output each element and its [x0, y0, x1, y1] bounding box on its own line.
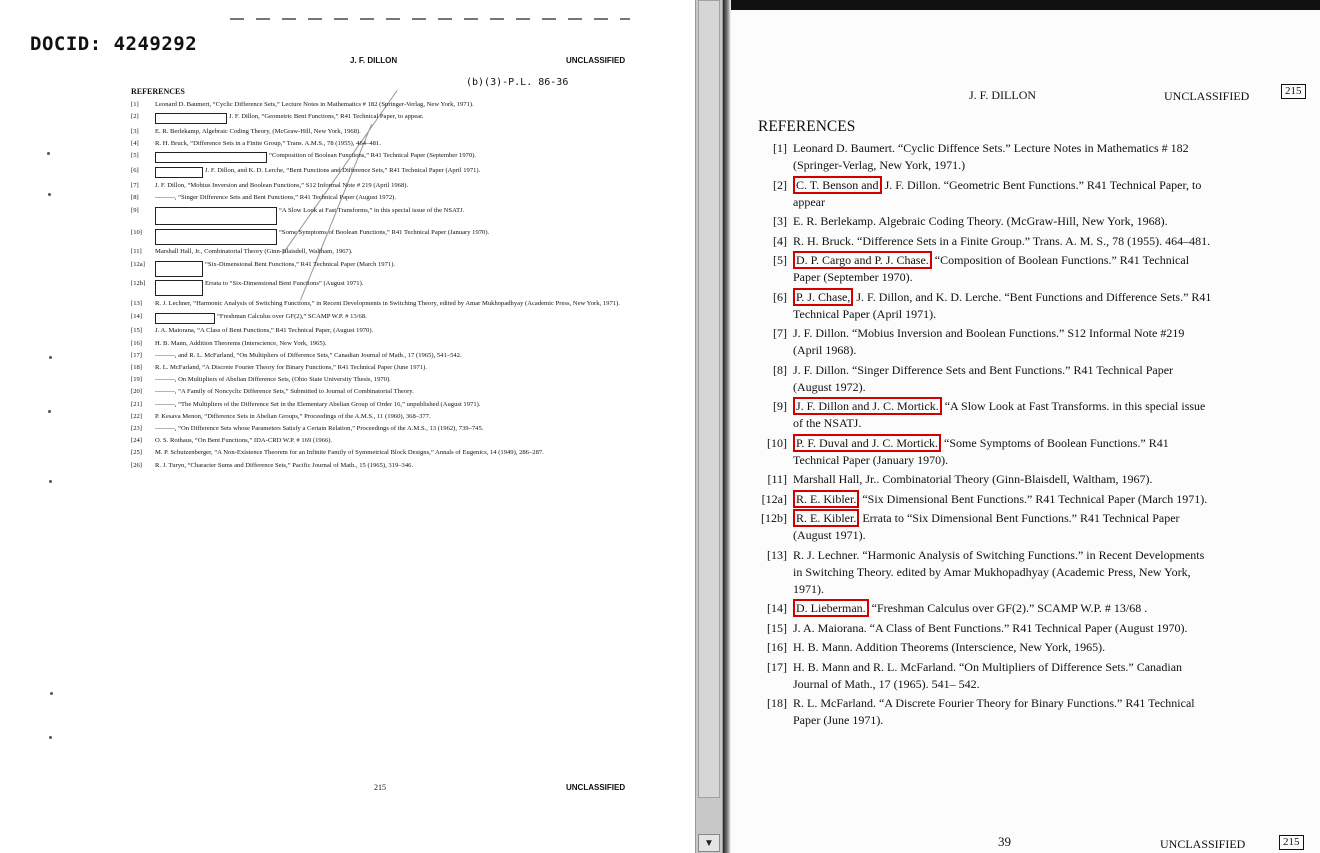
- reference-text: [793, 177, 1213, 211]
- page-author: J. F. DILLON: [969, 88, 1037, 102]
- reference-body: ———, “Singer Difference Sets and Bent Functions,” R41 Technical Paper (August 1972).: [155, 194, 397, 202]
- reference-text: [155, 194, 631, 202]
- reference-text: [155, 167, 631, 178]
- page-edge-shadow: [723, 0, 1320, 10]
- reference-body: “Six Dimensional Bent Functions.” R41 Technical Paper (March 1971).: [862, 491, 1208, 506]
- reference-item: [753, 659, 1213, 693]
- reference-text: [155, 462, 631, 470]
- reference-text: [793, 471, 1213, 488]
- reference-text: [155, 364, 631, 372]
- page-classification: UNCLASSIFIED: [566, 56, 626, 65]
- reference-item: [131, 248, 631, 256]
- reference-number: [9]: [773, 399, 787, 413]
- scrollbar-thumb[interactable]: [698, 0, 720, 798]
- reference-body: R. H. Bruck. “Difference Sets in a Finite Group.” Trans. A. M. S., 78 (1955). 464–481.: [793, 233, 1211, 248]
- reference-text: [155, 413, 631, 421]
- reference-number: [12b]: [761, 511, 787, 525]
- reference-item: [131, 449, 631, 457]
- reference-body: “Freshman Calculus over GF(2),” SCAMP W.P. # 13/68.: [217, 312, 367, 320]
- scan-speck: [48, 193, 51, 196]
- highlighted-author: P. F. Duval and J. C. Mortick.: [793, 434, 941, 452]
- reference-item: [131, 280, 631, 296]
- exemption-marking: (b)(3)-P.L. 86-36: [466, 77, 569, 88]
- reference-body: M. P. Schutzenberger, “A Non-Existence Theorem for an Infinite Family of Symmetrical Block Designs,” Annals of Eugenics, 14 (1949), 286–287.: [155, 449, 544, 457]
- reference-number: [14]: [131, 312, 142, 320]
- page-number: 39: [998, 834, 1011, 849]
- reference-number: [16]: [131, 339, 142, 347]
- reference-body: R. J. Lechner. “Harmonic Analysis of Switching Functions.” in Recent Developments in Switching Theory. edited by Amar Mukhopadhyay (Academic Press, New York, 1971).: [793, 547, 1205, 596]
- reference-number: [3]: [131, 128, 139, 136]
- reference-item: [753, 510, 1213, 544]
- reference-text: [155, 437, 631, 445]
- reference-item: [753, 600, 1213, 617]
- reference-number: [20]: [131, 388, 142, 396]
- reference-text: [155, 376, 631, 384]
- reference-body: J. F. Dillon. “Singer Difference Sets and Bent Functions.” R41 Technical Paper (August 1972).: [793, 362, 1174, 394]
- reference-number: [1]: [773, 141, 787, 155]
- reference-item: [753, 325, 1213, 359]
- reference-item: [753, 140, 1213, 174]
- redaction-box: [155, 152, 267, 163]
- reference-text: [155, 207, 631, 225]
- page-number: 215: [374, 783, 386, 792]
- highlighted-author: C. T. Benson and: [793, 176, 882, 194]
- reference-number: [23]: [131, 424, 142, 432]
- reference-text: [793, 252, 1213, 286]
- highlighted-author: P. J. Chase,: [793, 288, 853, 306]
- reference-number: [12b]: [131, 280, 146, 288]
- reference-item: [753, 620, 1213, 637]
- reference-number: [18]: [131, 364, 142, 371]
- reference-text: [155, 300, 631, 308]
- reference-number: [13]: [131, 300, 142, 308]
- reference-number: [7]: [773, 326, 787, 340]
- reference-item: [131, 261, 631, 277]
- redaction-box: [155, 113, 227, 124]
- reference-body: R. L. McFarland, “A Discrete Fourier Theory for Binary Functions,” R41 Technical Paper (June 1971).: [155, 364, 427, 371]
- reference-number: [22]: [131, 412, 142, 420]
- reference-item: [131, 401, 631, 409]
- reference-number: [16]: [767, 640, 787, 654]
- reference-body: “Six-Dimensional Bent Functions,” R41 Technical Paper (March 1971).: [205, 260, 396, 268]
- scan-speck: [49, 736, 52, 739]
- reference-body: H. B. Mann, Addition Theorems (Interscience, New York, 1965).: [155, 339, 327, 347]
- reference-text: [793, 695, 1213, 729]
- reference-number: [10]: [131, 228, 142, 236]
- redaction-dash-line: [230, 18, 630, 20]
- reference-number: [12a]: [131, 260, 145, 268]
- reference-body: J. F. Dillon, and K. D. Lerche. “Bent Functions and Difference Sets.” R41 Technical Paper (April 1971).: [793, 289, 1212, 321]
- reference-number: [2]: [131, 113, 139, 121]
- reference-text: [793, 325, 1213, 359]
- reference-body: R. H. Bruck, “Difference Sets in a Finite Group,” Trans. A.M.S., 78 (1955), 464–481.: [155, 140, 381, 148]
- reference-number: [6]: [131, 167, 139, 175]
- docid-stamp: DOCID: 4249292: [30, 33, 198, 55]
- reference-number: [24]: [131, 437, 142, 445]
- reference-text: [155, 229, 631, 245]
- reference-item: [131, 167, 631, 178]
- reference-item: [753, 471, 1213, 488]
- reference-item: [753, 639, 1213, 656]
- page-author: J. F. DILLON: [350, 56, 398, 65]
- reference-number: [7]: [131, 182, 139, 190]
- reference-text: [155, 449, 631, 457]
- reference-item: [131, 425, 631, 433]
- reference-number: [15]: [767, 620, 787, 635]
- page-number-box: 215: [1279, 835, 1304, 850]
- reference-item: [753, 435, 1213, 469]
- reference-text: [155, 152, 631, 163]
- reference-text: [793, 620, 1213, 637]
- reference-item: [131, 313, 631, 324]
- scroll-down-arrow-icon[interactable]: ▼: [698, 834, 720, 852]
- reference-text: [155, 425, 631, 433]
- reference-body: Errata to “Six-Dimensional Bent Functions” (August 1971).: [205, 280, 364, 288]
- reference-text: [793, 547, 1213, 598]
- reference-number: [2]: [773, 177, 787, 192]
- reference-text: [793, 600, 1213, 617]
- reference-item: [753, 289, 1213, 323]
- reference-number: [15]: [131, 327, 142, 335]
- reference-number: [10]: [767, 435, 787, 450]
- highlighted-author: R. E. Kibler.: [793, 509, 859, 527]
- reference-item: [131, 101, 631, 109]
- redaction-box: [155, 207, 277, 225]
- reference-item: [131, 194, 631, 202]
- reference-number: [11]: [767, 472, 787, 486]
- reference-number: [12a]: [761, 491, 787, 506]
- reference-body: J. A. Maiorana. “A Class of Bent Functions.” R41 Technical Paper (August 1970).: [793, 620, 1188, 635]
- redaction-box: [155, 167, 203, 178]
- scan-speck: [47, 152, 50, 155]
- reference-item: [131, 462, 631, 470]
- reference-number: [18]: [767, 696, 787, 710]
- reference-item: [131, 140, 631, 148]
- reference-number: [3]: [773, 214, 787, 228]
- typeset-reference-list: [753, 140, 1213, 732]
- highlighted-author: J. F. Dillon and J. C. Mortick.: [793, 397, 942, 415]
- reference-item: [131, 327, 631, 335]
- reference-number: [21]: [131, 400, 142, 408]
- reference-number: [8]: [131, 194, 139, 202]
- reference-text: [155, 388, 631, 396]
- reference-number: [4]: [131, 140, 139, 148]
- reference-item: [131, 340, 631, 348]
- reference-item: [131, 376, 631, 384]
- scan-speck: [49, 480, 52, 483]
- reference-body: “A Slow Look at Fast Transforms,” in this special issue of the NSATJ.: [279, 206, 465, 214]
- reference-text: [155, 261, 631, 277]
- reference-text: [155, 327, 631, 335]
- reference-body: “Freshman Calculus over GF(2).” SCAMP W.P. # 13/68 .: [871, 601, 1148, 615]
- reference-number: [25]: [131, 449, 142, 457]
- reference-text: [793, 435, 1213, 469]
- reference-body: J. F. Dillon. “Mobius Inversion and Boolean Functions.” S12 Informal Note #219 (April 1968).: [793, 326, 1185, 357]
- reference-body: Errata to “Six Dimensional Bent Functions.” R41 Technical Paper (August 1971).: [793, 511, 1180, 542]
- reference-body: “Composition of Boolean Functions,” R41 Technical Paper (September 1970).: [269, 152, 477, 160]
- reference-number: [8]: [773, 362, 787, 377]
- reference-number: [26]: [131, 461, 142, 469]
- reference-text: [793, 213, 1213, 230]
- redaction-box: [155, 280, 203, 296]
- reference-text: [155, 248, 631, 256]
- reference-body: ———, “On Difference Sets whose Parameters Satisfy a Certain Relation,” Proceedings of the A.M.S., 13 (1962), 739–745.: [155, 424, 484, 432]
- redaction-box: [155, 261, 203, 277]
- references-heading: REFERENCES: [131, 87, 185, 96]
- reference-item: [753, 233, 1213, 250]
- redaction-box: [155, 313, 215, 324]
- reference-number: [19]: [131, 376, 142, 384]
- reference-text: [155, 313, 631, 324]
- reference-number: [13]: [767, 547, 787, 562]
- reference-body: Marshall Hall, Jr.. Combinatorial Theory (Ginn-Blaisdell, Waltham, 1967).: [793, 472, 1153, 486]
- reference-number: [1]: [131, 101, 139, 108]
- highlighted-author: D. P. Cargo and P. J. Chase.: [793, 251, 932, 269]
- reference-text: [155, 182, 631, 190]
- reference-text: [793, 510, 1213, 544]
- reference-item: [753, 252, 1213, 286]
- reference-item: [131, 352, 631, 360]
- reference-body: “Composition of Boolean Functions.” R41 Technical Paper (September 1970).: [793, 253, 1190, 284]
- reference-text: [155, 280, 631, 296]
- reference-number: [9]: [131, 206, 139, 214]
- reference-body: ———, “The Multipliers of the Difference Set in the Elementary Abelian Group of Order 16,” unpublished (August 1971).: [155, 400, 481, 408]
- reference-item: [131, 437, 631, 445]
- reference-number: [4]: [773, 233, 787, 248]
- reference-item: [753, 398, 1213, 432]
- reference-body: E. R. Berlekamp, Algebraic Coding Theory, (McGraw-Hill, New York, 1968).: [155, 128, 361, 136]
- page-classification: UNCLASSIFIED: [1164, 89, 1250, 103]
- reference-item: [131, 388, 631, 396]
- reference-text: [793, 398, 1213, 432]
- scan-speck: [50, 692, 53, 695]
- reference-text: [793, 362, 1213, 396]
- reference-item: [131, 207, 631, 225]
- scanned-reference-list: [131, 101, 631, 474]
- reference-body: R. J. Turyn, “Character Sums and Difference Sets,” Pacific Journal of Math., 15 (1965), 319–346.: [155, 461, 414, 469]
- reference-body: O. S. Rothaus, “On Bent Functions,” IDA-CRD W.P. # 169 (1966).: [155, 437, 333, 445]
- reference-body: R. J. Lechner, “Harmonic Analysis of Switching Functions,” in Recent Developments in Switching Theory, edited by Amar Mukhopadhyay (Academic Press, New York, 1971).: [155, 300, 620, 308]
- reference-text: [793, 639, 1213, 656]
- reference-item: [131, 364, 631, 372]
- footer-classification: UNCLASSIFIED: [1160, 837, 1246, 851]
- reference-body: E. R. Berlekamp. Algebraic Coding Theory. (McGraw-Hill, New York, 1968).: [793, 214, 1168, 228]
- vertical-scrollbar[interactable]: [695, 0, 723, 853]
- reference-item: [753, 695, 1213, 729]
- reference-item: [131, 113, 631, 124]
- reference-text: [793, 140, 1213, 174]
- reference-body: P. Kesava Menon, “Difference Sets in Abelian Groups,” Proceedings of the A.M.S., 11 (1960), 368–377.: [155, 412, 431, 420]
- reference-item: [131, 128, 631, 136]
- reference-item: [131, 413, 631, 421]
- reference-item: [131, 182, 631, 190]
- reference-item: [753, 177, 1213, 211]
- reference-text: [793, 233, 1213, 250]
- reference-body: ———, On Multipliers of Abelian Difference Sets, (Ohio State University Thesis, 1970).: [155, 376, 391, 384]
- reference-text: [793, 491, 1213, 508]
- reference-number: [6]: [773, 289, 787, 304]
- reference-text: [155, 340, 631, 348]
- reference-body: “Some Symptoms of Boolean Functions,” R41 Technical Paper (January 1970).: [279, 228, 490, 236]
- footer-classification: UNCLASSIFIED: [566, 783, 626, 792]
- reference-body: J. A. Maiorana, “A Class of Bent Functions,” R41 Technical Paper, (August 1970).: [155, 327, 374, 335]
- reference-body: ———, and R. L. McFarland, “On Multipliers of Difference Sets,” Canadian Journal of Math., 17 (1965), 541–542.: [155, 351, 462, 359]
- references-heading: REFERENCES: [758, 118, 856, 135]
- reference-text: [155, 128, 631, 136]
- redaction-box: [155, 229, 277, 245]
- reference-text: [155, 401, 631, 409]
- highlighted-author: R. E. Kibler.: [793, 490, 859, 508]
- reference-item: [131, 229, 631, 245]
- scan-speck: [49, 356, 52, 359]
- reference-item: [753, 213, 1213, 230]
- reference-text: [155, 352, 631, 360]
- reference-text: [155, 140, 631, 148]
- typeset-page-pane: [723, 0, 1320, 853]
- reference-text: [793, 659, 1213, 693]
- reference-number: [5]: [131, 152, 139, 160]
- reference-item: [753, 362, 1213, 396]
- reference-item: [131, 300, 631, 308]
- reference-item: [753, 491, 1213, 508]
- reference-body: “A Slow Look at Fast Transforms. in this special issue of the NSATJ.: [793, 399, 1206, 430]
- reference-number: [17]: [131, 351, 142, 359]
- reference-body: J. F. Dillon, “Geometric Bent Functions,” R41 Technical Paper, to appear.: [229, 113, 424, 121]
- reference-body: R. L. McFarland. “A Discrete Fourier Theory for Binary Functions.” R41 Technical Paper (June 1971).: [793, 696, 1195, 727]
- reference-body: J. F. Dillon, and K. D. Lerche, “Bent Functions and Difference Sets,” R41 Technical Paper (April 1971).: [205, 167, 481, 175]
- reference-number: [17]: [767, 659, 787, 674]
- highlighted-author: D. Lieberman.: [793, 599, 869, 617]
- reference-item: [131, 152, 631, 163]
- reference-body: J. F. Dillon. “Geometric Bent Functions.” R41 Technical Paper, to appear: [793, 177, 1202, 209]
- reference-body: Marshall Hall, Jr., Combinatorial Theory (Ginn-Blaisdell, Waltham, 1967).: [155, 248, 353, 256]
- reference-body: ———, “A Family of Noncyclic Difference Sets,” Submitted to Journal of Combinatorial Theory.: [155, 388, 414, 396]
- reference-number: [11]: [131, 248, 142, 256]
- reference-number: [5]: [773, 253, 787, 267]
- reference-body: “Some Symptoms of Boolean Functions.” R41 Technical Paper (January 1970).: [793, 435, 1169, 467]
- reference-body: Leonard D. Baumert, “Cyclic Difference Sets,” Lecture Notes in Mathematics # 182 (Springer-Verlag, New York, 1971).: [155, 101, 474, 108]
- page-number-box: 215: [1281, 84, 1306, 99]
- reference-body: H. B. Mann and R. L. McFarland. “On Multipliers of Difference Sets.” Canadian Journal of Math., 17 (1965). 541– 542.: [793, 659, 1183, 691]
- reference-text: [793, 289, 1213, 323]
- reference-item: [753, 547, 1213, 598]
- reference-body: Leonard D. Baumert. “Cyclic Diffence Sets.” Lecture Notes in Mathematics # 182 (Springer-Verlag, New York, 1971.): [793, 141, 1189, 172]
- reference-text: [155, 113, 631, 124]
- scan-speck: [48, 410, 51, 413]
- reference-number: [14]: [767, 601, 787, 615]
- page-edge-shadow: [723, 0, 731, 853]
- reference-text: [155, 101, 631, 109]
- reference-body: H. B. Mann. Addition Theorems (Interscience, New York, 1965).: [793, 640, 1106, 654]
- reference-body: J. F. Dillon, “Mobius Inversion and Boolean Functions,” S12 Informal Note # 219 (April 1968).: [155, 182, 409, 190]
